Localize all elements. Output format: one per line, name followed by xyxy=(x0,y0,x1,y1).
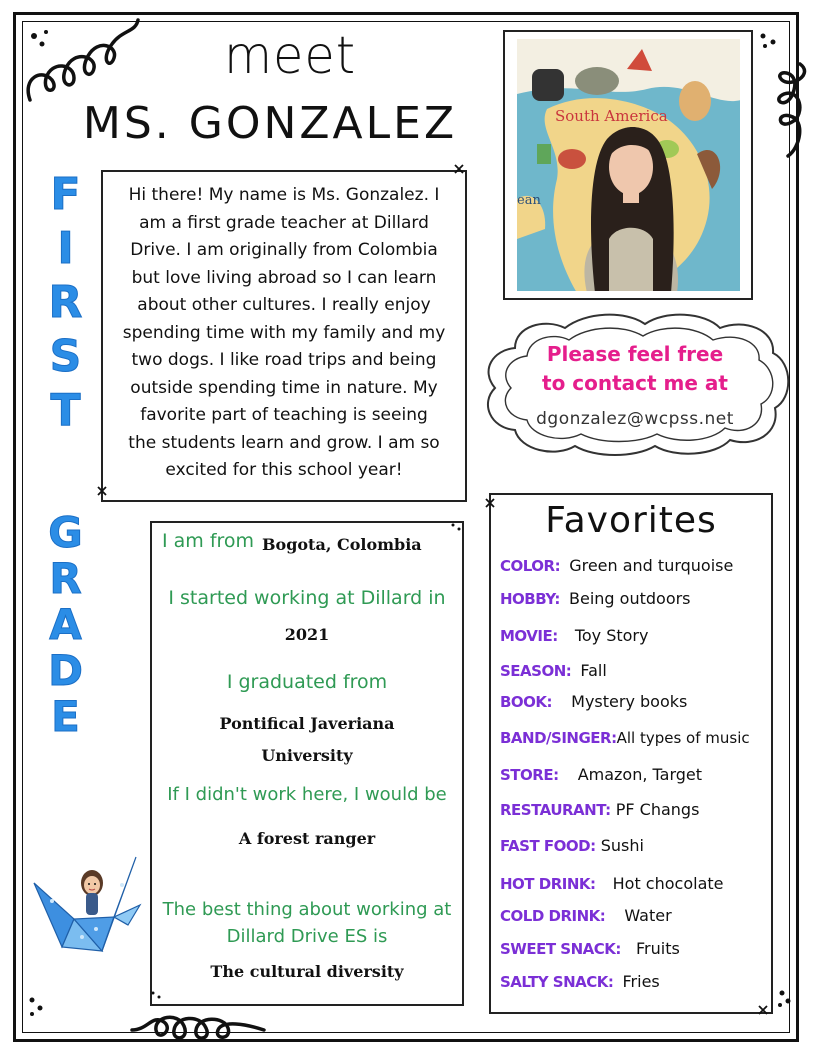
favorite-item xyxy=(500,626,648,645)
contact-invitation xyxy=(510,340,760,398)
letter-r: R xyxy=(49,554,82,603)
bio-line: two dogs. I like road trips and being xyxy=(131,350,437,370)
favorite-item xyxy=(500,692,687,711)
favorite-value: Toy Story xyxy=(574,626,649,645)
bio-line: Drive. I am originally from Colombia xyxy=(130,240,438,260)
from-value: Bogota, Colombia xyxy=(262,535,422,554)
favorite-key: MOVIE: xyxy=(500,627,558,645)
favorite-key: BAND/SINGER: xyxy=(500,729,617,747)
letter-e: E xyxy=(51,692,80,741)
dots-decoration-icon xyxy=(148,988,164,1004)
favorite-item xyxy=(500,972,660,991)
favorite-value: Sushi xyxy=(600,836,644,855)
started-value: 2021 xyxy=(284,625,330,644)
favorite-item xyxy=(500,765,702,784)
contact-line-1: Please feel free xyxy=(546,342,724,366)
favorite-value: Mystery books xyxy=(571,692,688,711)
cross-decoration-icon xyxy=(452,162,466,176)
favorites-box xyxy=(489,493,773,1014)
letter-a: A xyxy=(49,600,82,649)
favorite-item xyxy=(500,728,750,747)
bio-line: excited for this school year! xyxy=(165,460,403,480)
favorite-value: Hot chocolate xyxy=(612,874,724,893)
best-label-line-2: Dillard Drive ES is xyxy=(226,926,388,947)
favorite-value: Water xyxy=(624,906,672,925)
teacher-name-heading: MS. GONZALEZ xyxy=(82,98,458,149)
favorite-key: STORE: xyxy=(500,766,559,784)
graduated-value-line-1: Pontifical Javeriana xyxy=(219,714,395,733)
bio-box xyxy=(101,170,467,502)
favorite-key: RESTAURANT: xyxy=(500,801,611,819)
dots-decoration-icon xyxy=(448,520,464,536)
bio-line: am a first grade teacher at Dillard xyxy=(139,212,429,233)
letter-r: R xyxy=(48,277,83,328)
bio-line: the students learn and grow. I am so xyxy=(128,432,440,453)
dots-decoration-top-right-icon xyxy=(755,28,785,52)
favorite-value: Fries xyxy=(622,972,660,991)
cross-decoration-icon xyxy=(756,1003,770,1017)
favorite-item xyxy=(500,836,644,855)
alt-job-label: If I didn't work here, I would be xyxy=(167,784,447,805)
favorite-value: PF Changs xyxy=(615,800,700,819)
favorite-key: SEASON: xyxy=(500,662,572,680)
letter-g: G xyxy=(48,508,83,557)
letter-d: D xyxy=(48,646,83,695)
meet-heading: meet xyxy=(223,26,357,86)
cross-decoration-icon xyxy=(95,484,109,498)
favorite-value: Amazon, Target xyxy=(577,765,703,784)
map-fragment: ean xyxy=(517,193,541,208)
loop-decoration-top-left-icon xyxy=(12,8,142,108)
favorite-item xyxy=(500,906,672,925)
favorite-item xyxy=(500,589,691,608)
graduated-value-line-2: University xyxy=(261,746,353,765)
from-label: I am from xyxy=(162,530,255,552)
favorite-item xyxy=(500,556,733,575)
favorite-item xyxy=(500,661,607,680)
favorites-title: Favorites xyxy=(545,500,717,541)
vertical-word-grade xyxy=(38,510,93,740)
favorite-value: Being outdoors xyxy=(569,589,691,608)
favorite-item xyxy=(500,874,723,893)
favorite-key: HOBBY: xyxy=(500,590,560,608)
favorite-value: Green and turquoise xyxy=(569,556,734,575)
contact-email[interactable]: dgonzalez@wcpss.net xyxy=(536,409,734,429)
loop-decoration-right-icon xyxy=(770,60,814,160)
bio-line: outside spending time in nature. My xyxy=(130,377,438,398)
map-label: South America xyxy=(555,107,668,125)
favorite-key: HOT DRINK: xyxy=(500,875,596,893)
favorite-key: COLOR: xyxy=(500,557,561,575)
letter-i: I xyxy=(57,223,74,274)
favorite-value: Fruits xyxy=(636,939,680,958)
contact-line-2: to contact me at xyxy=(542,371,728,395)
best-label-line-1: The best thing about working at xyxy=(162,899,452,920)
bio-line: favorite part of teaching is seeing xyxy=(140,405,428,425)
bio-line: about other cultures. I really enjoy xyxy=(137,295,431,315)
loop-decoration-bottom-icon xyxy=(128,1010,268,1050)
cross-decoration-icon xyxy=(483,496,497,510)
alt-job-value: A forest ranger xyxy=(238,829,376,848)
favorite-value: All types of music xyxy=(616,729,750,747)
facts-box xyxy=(150,521,464,1006)
favorite-item xyxy=(500,939,680,958)
favorite-key: COLD DRINK: xyxy=(500,907,606,925)
favorite-key: BOOK: xyxy=(500,693,553,711)
favorite-key: SALTY SNACK: xyxy=(500,973,614,991)
letter-t: T xyxy=(50,385,81,436)
contact-cloud xyxy=(475,308,795,458)
bio-line: spending time with my family and my xyxy=(122,322,446,343)
favorite-key: SWEET SNACK: xyxy=(500,940,621,958)
favorite-value: Fall xyxy=(580,661,607,680)
dots-decoration-bottom-left-icon xyxy=(24,992,54,1022)
letter-f: F xyxy=(50,169,81,220)
graduated-label: I graduated from xyxy=(226,671,388,693)
favorite-key: FAST FOOD: xyxy=(500,837,596,855)
best-value: The cultural diversity xyxy=(210,962,404,981)
bio-text xyxy=(115,182,453,485)
vertical-word-first xyxy=(38,168,93,438)
favorite-item xyxy=(500,800,699,819)
bio-line: but love living abroad so I can learn xyxy=(131,267,437,288)
teacher-photo-frame xyxy=(503,30,753,300)
letter-s: S xyxy=(49,331,82,382)
started-label: I started working at Dillard in xyxy=(168,587,446,609)
bio-line: Hi there! My name is Ms. Gonzalez. I xyxy=(128,185,440,205)
paper-crane-icon xyxy=(32,855,142,955)
teacher-photo xyxy=(517,39,740,291)
